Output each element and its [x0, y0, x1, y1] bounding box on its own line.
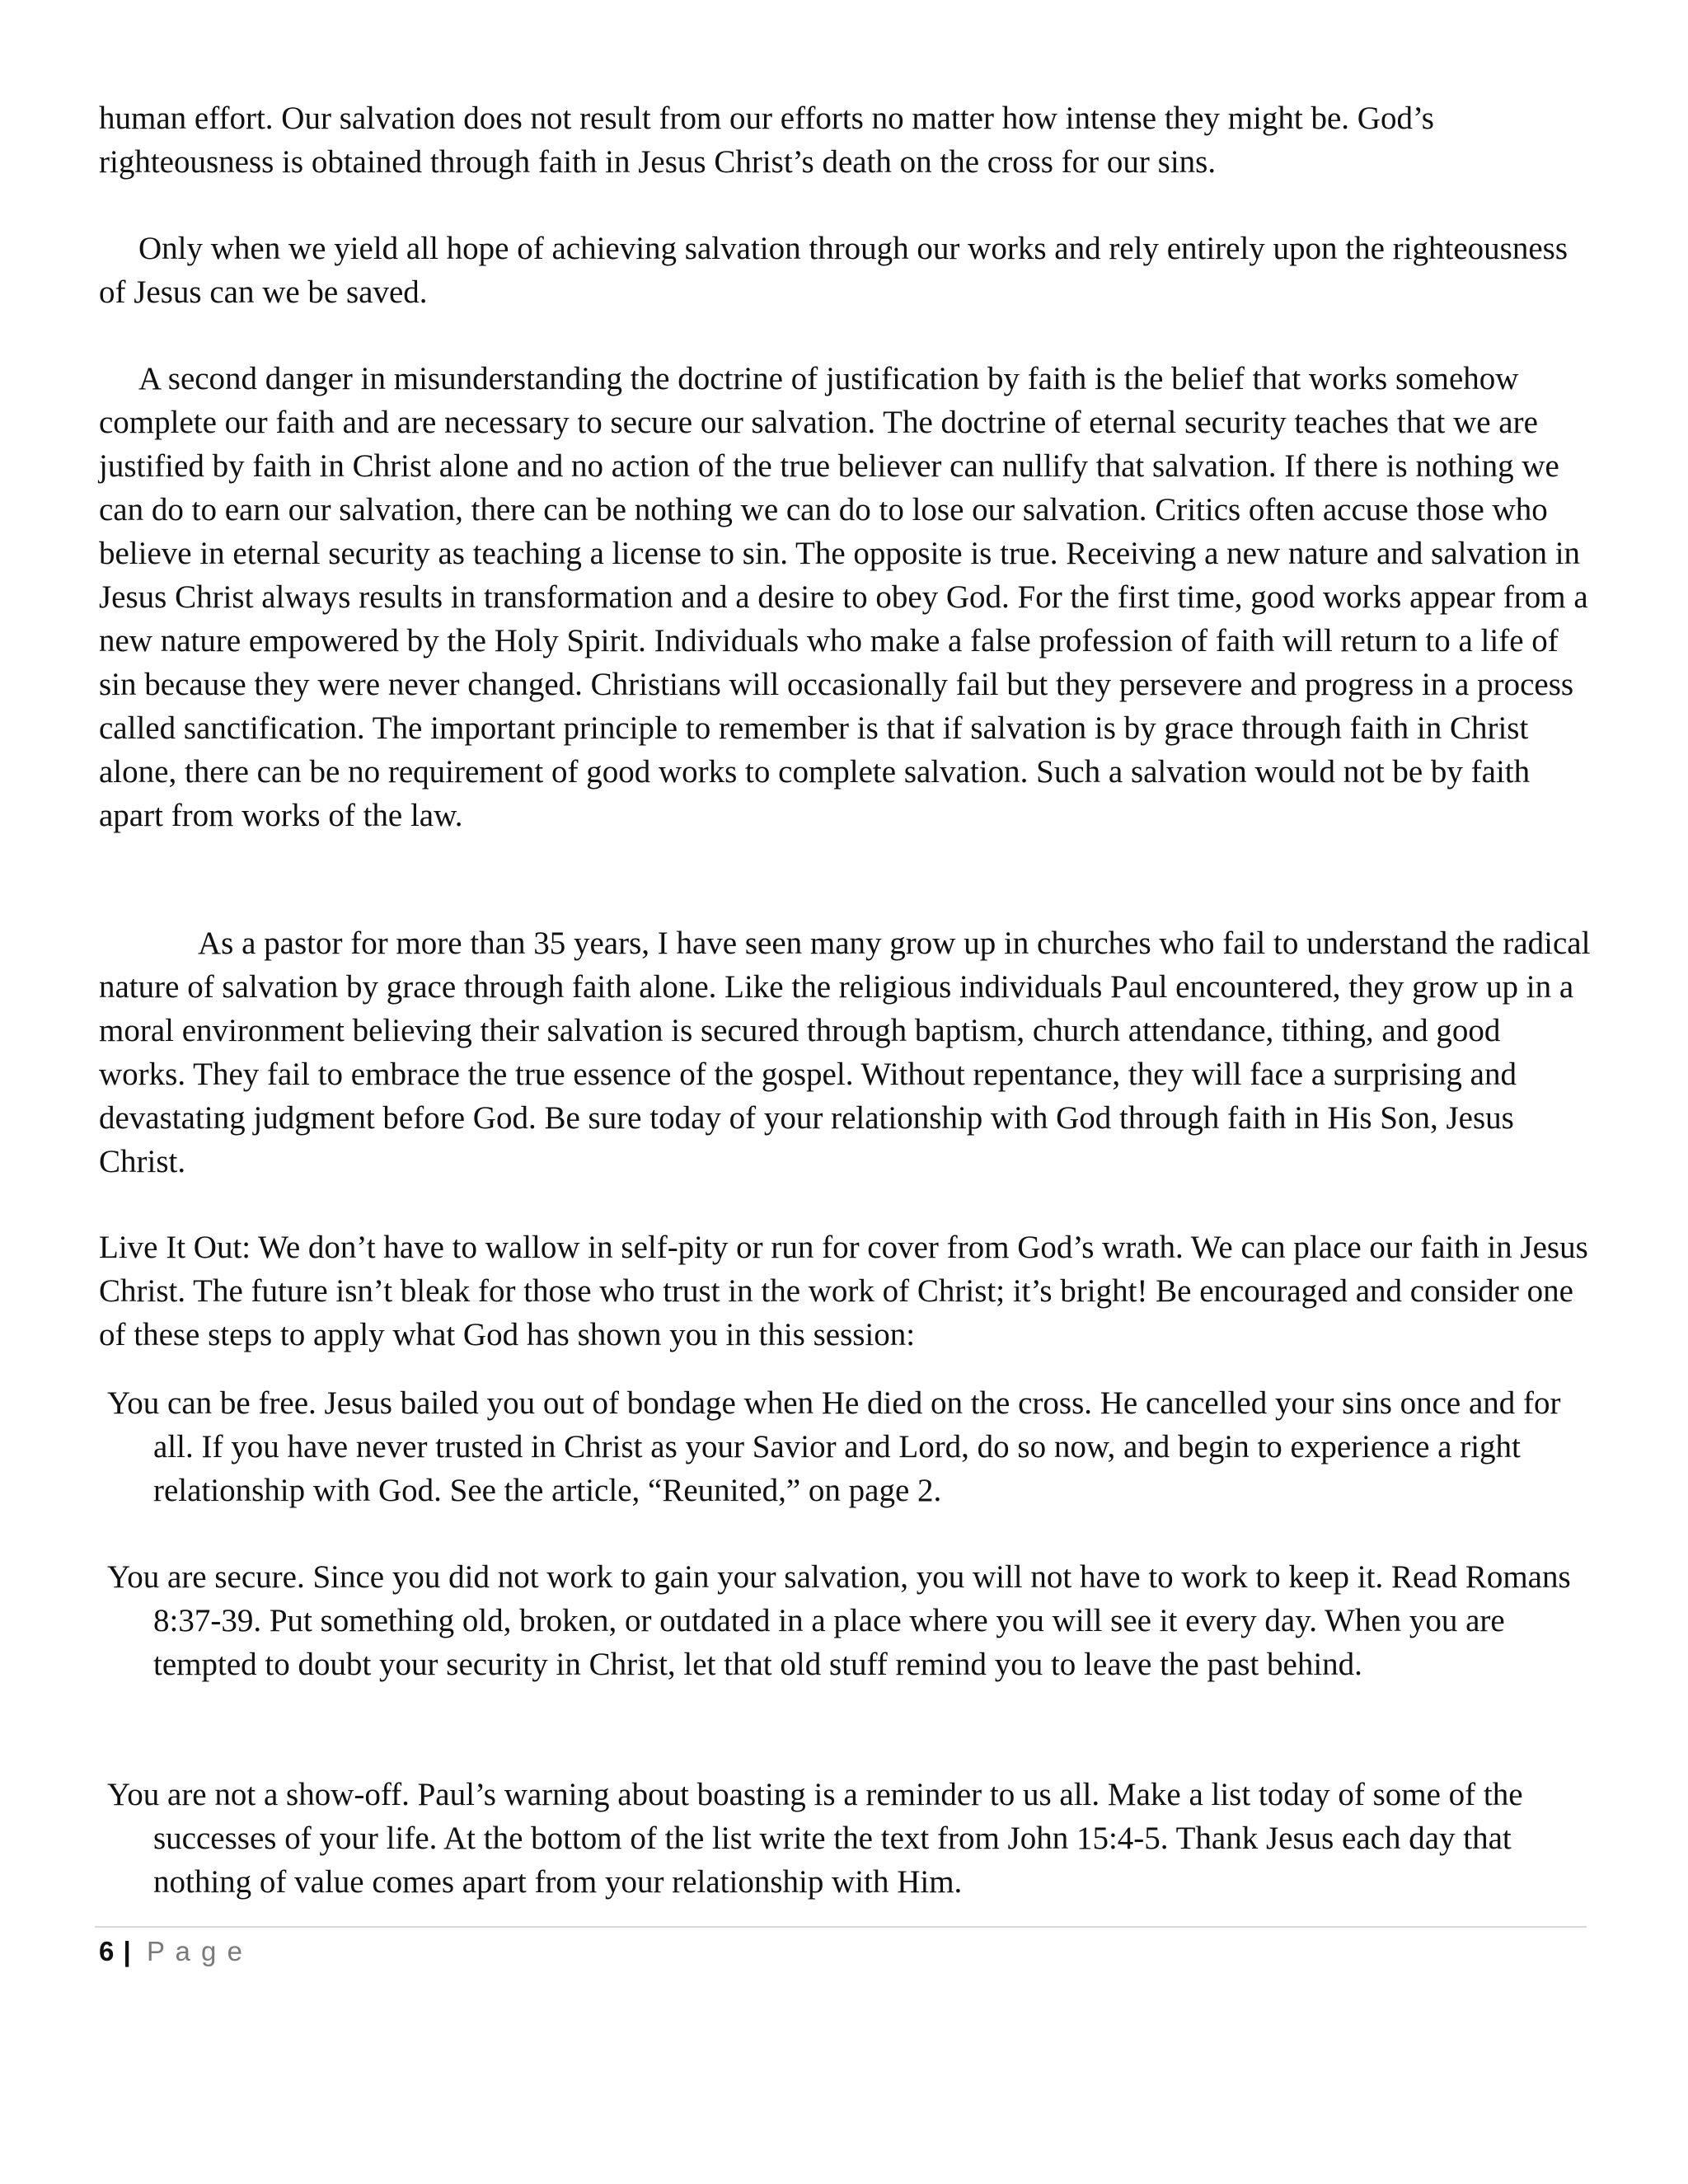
list-item-3-block: [99, 1773, 1595, 1904]
page-number: 6: [99, 1936, 115, 1966]
footer-divider: [95, 1926, 1587, 1928]
paragraph-3-block: [99, 357, 1595, 837]
body-paragraph: As a pastor for more than 35 years, I have seen many grow up in churches who fail to understand the radical nature of salvation by grace through faith alone. Like the religious individuals Paul encountered, they grow up in a moral environment believing their salvation is secured through baptism, church attendance, tithing, and good works. They fail to embrace the true essence of the gospel. Without repentance, they will face a surprising and devastating judgment before God. Be sure today of your relationship with God through faith in His Son, Jesus Christ.: [99, 926, 1591, 1179]
application-step: You are secure. Since you did not work to gain your salvation, you will not have to work to keep it. Read Romans 8:37-39. Put something old, broken, or outdated in a place where you will see it every day. When you are tempted to doubt your security in Christ, let that old stuff remind you to leave the past behind.: [107, 1559, 1571, 1682]
list-item-2-block: [99, 1555, 1595, 1686]
footer-separator: |: [123, 1936, 131, 1966]
body-paragraph: A second danger in misunderstanding the doctrine of justification by faith is the belief that works somehow complete our faith and are necessary to secure our salvation. The doctrine of eternal security teaches that we are justified by faith in Christ alone and no action of the true believer can nullify that salvation. If there is nothing we can do to earn our salvation, there can be nothing we can do to lose our salvation. Critics often accuse those who believe in eternal security as teaching a license to sin. The opposite is true. Receiving a new nature and salvation in Jesus Christ always results in transformation and a desire to obey God. For the first time, good works appear from a new nature empowered by the Holy Spirit. Individuals who make a false profession of faith will return to a life of sin because they were never changed. Christians will occasionally fail but they persevere and progress in a process called sanctification. The important principle to remember is that if salvation is by grace through faith in Christ alone, there can be no requirement of good works to complete salvation. Such a salvation would not be by faith apart from works of the law.: [99, 361, 1588, 833]
list-item-1-block: [99, 1381, 1595, 1512]
live-it-out-paragraph: Live It Out: We don’t have to wallow in self-pity or run for cover from God’s wrath. We can place our faith in Jesus Christ. The future isn’t bleak for those who trust in the work of Christ; it’s bright! Be encouraged and consider one of these steps to apply what God has shown you in this session:: [99, 1230, 1588, 1352]
application-step: You are not a show-off. Paul’s warning about boasting is a reminder to us all. Make a list today of some of the successes of your life. At the bottom of the list write the text from John 15:4-5. Thank Jesus each day that nothing of value comes apart from your relationship with Him.: [107, 1777, 1523, 1900]
page-footer: [99, 1935, 244, 1968]
paragraph-4-block: [99, 921, 1595, 1183]
body-paragraph: Only when we yield all hope of achieving salvation through our works and rely entirely upon the righteousness of Jesus can we be saved.: [99, 231, 1568, 310]
body-paragraph: human effort. Our salvation does not result from our efforts no matter how intense they might be. God’s righteousness is obtained through faith in Jesus Christ’s death on the cross for our sins.: [99, 101, 1434, 180]
application-step: You can be free. Jesus bailed you out of bondage when He died on the cross. He cancelled your sins once and for all. If you have never trusted in Christ as your Savior and Lord, do so now, and begin to experience a right relationship with God. See the article, “Reunited,” on page 2.: [107, 1385, 1561, 1508]
paragraph-2-block: [99, 227, 1595, 314]
live-it-out-block: [99, 1226, 1595, 1357]
page-label: P a g e: [146, 1936, 244, 1966]
paragraph-1-block: [99, 96, 1595, 184]
